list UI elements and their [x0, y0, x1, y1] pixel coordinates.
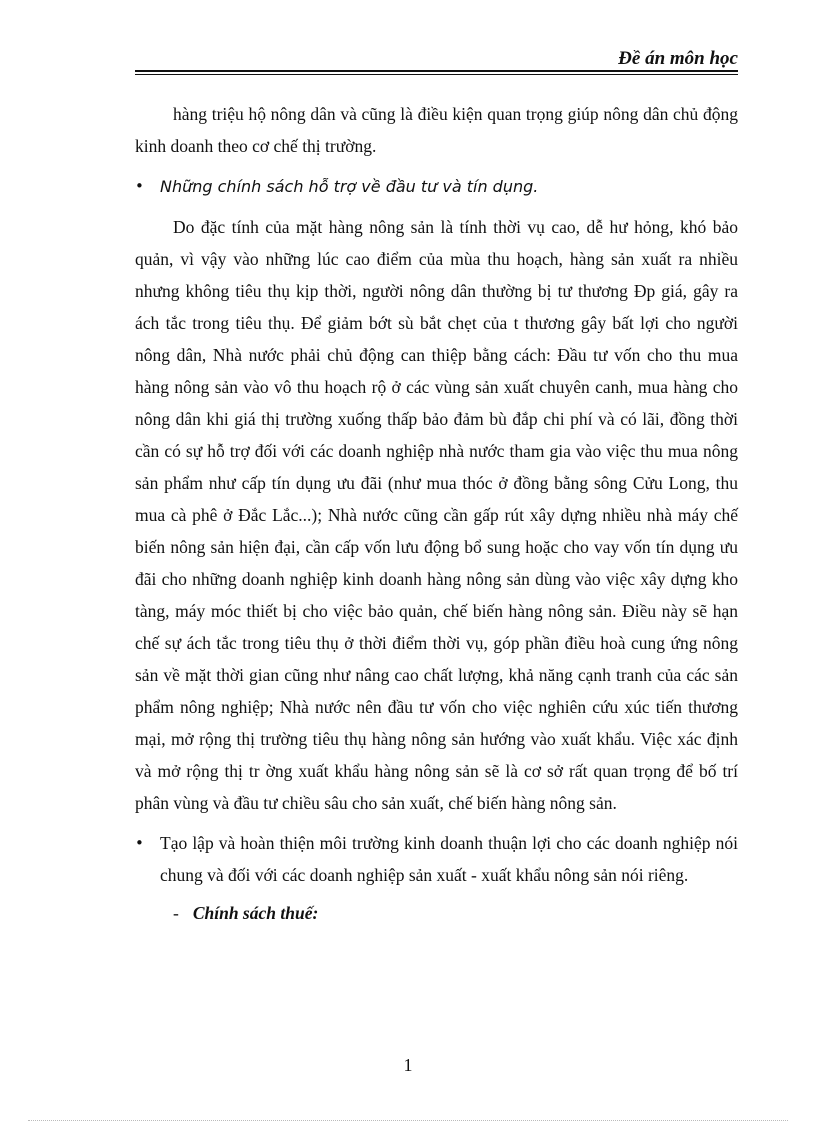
bullet-item-1	[135, 170, 738, 203]
page-bottom-edge	[28, 1120, 788, 1121]
page-number: 1	[403, 1055, 413, 1075]
paragraph-2: Do đặc tính của mặt hàng nông sản là tính thời vụ cao, dễ hư hỏng, khó bảo quản, vì vậy vào những lúc cao điểm của mùa thu hoạch, hàng sản xuất ra nhiều nhưng không tiêu thụ kịp thời, người nông dân thường bị tư thương Đp giá, gây ra ách tắc trong tiêu thụ. Để giảm bớt sù bắt chẹt của t thương gây bất lợi cho người nông dân, Nhà nước phải chủ động can thiệp bằng cách: Đầu tư vốn cho thu mua hàng nông sản vào vô thu hoạch rộ ở các vùng sản xuất chuyên canh, mua hàng cho nông dân khi giá thị trường xuống thấp bảo đảm bù đắp chi phí và có lãi, đồng thời cần có sự hỗ trợ đối với các doanh nghiệp nhà nước tham gia vào việc thu mua nông sản phẩm như cấp tín dụng ưu đãi (như mua thóc ở đồng bằng sông Cửu Long, thu mua cà phê ở Đắc Lắc...); Nhà nước cũng cần gấp rút xây dựng nhiều nhà máy chế biến nông sản hiện đại, cần cấp vốn lưu động bổ sung hoặc cho vay vốn tín dụng ưu đãi cho những doanh nghiệp kinh doanh hàng nông sản dùng vào việc xây dựng kho tàng, máy móc thiết bị cho việc bảo quản, chế biến hàng nông sản. Điều này sẽ hạn chế sự ách tắc trong tiêu thụ ở thời điểm thời vụ, góp phần điều hoà cung ứng nông sản về mặt thời gian cũng như nâng cao chất lượng, khả năng cạnh tranh của các sản phẩm nông nghiệp; Nhà nước nên đầu tư vốn cho việc nghiên cứu xúc tiến thương mại, mở rộng thị trường tiêu thụ hàng nông sản hướng vào xuất khẩu. Việc xác định và mở rộng thị tr ờng xuất khẩu hàng nông sản sẽ là cơ sở rất quan trọng để bố trí phân vùng và đầu tư chiều sâu cho sản xuất, chế biến hàng nông sản.	[135, 217, 738, 813]
bullet-item-2: • Tạo lập và hoàn thiện môi trường kinh doanh thuận lợi cho các doanh nghiệp nói chung và đối với các doanh nghiệp sản xuất - xuất khẩu nông sản nói riêng.	[135, 827, 738, 891]
document-body	[135, 98, 738, 929]
dash-item-1	[135, 897, 738, 929]
dash-marker: -	[173, 903, 179, 923]
header-rule	[135, 70, 738, 72]
bullet-text-1: Những chính sách hỗ trợ về đầu tư và tín dụng.	[160, 177, 539, 196]
paragraph-1: hàng triệu hộ nông dân và cũng là điều kiện quan trọng giúp nông dân chủ động kinh doanh theo cơ chế thị trường.	[135, 104, 738, 156]
header-title: Đề án môn học	[618, 48, 738, 69]
header-rule-thin	[135, 74, 738, 75]
dash-text-1: Chính sách thuế:	[192, 903, 319, 923]
